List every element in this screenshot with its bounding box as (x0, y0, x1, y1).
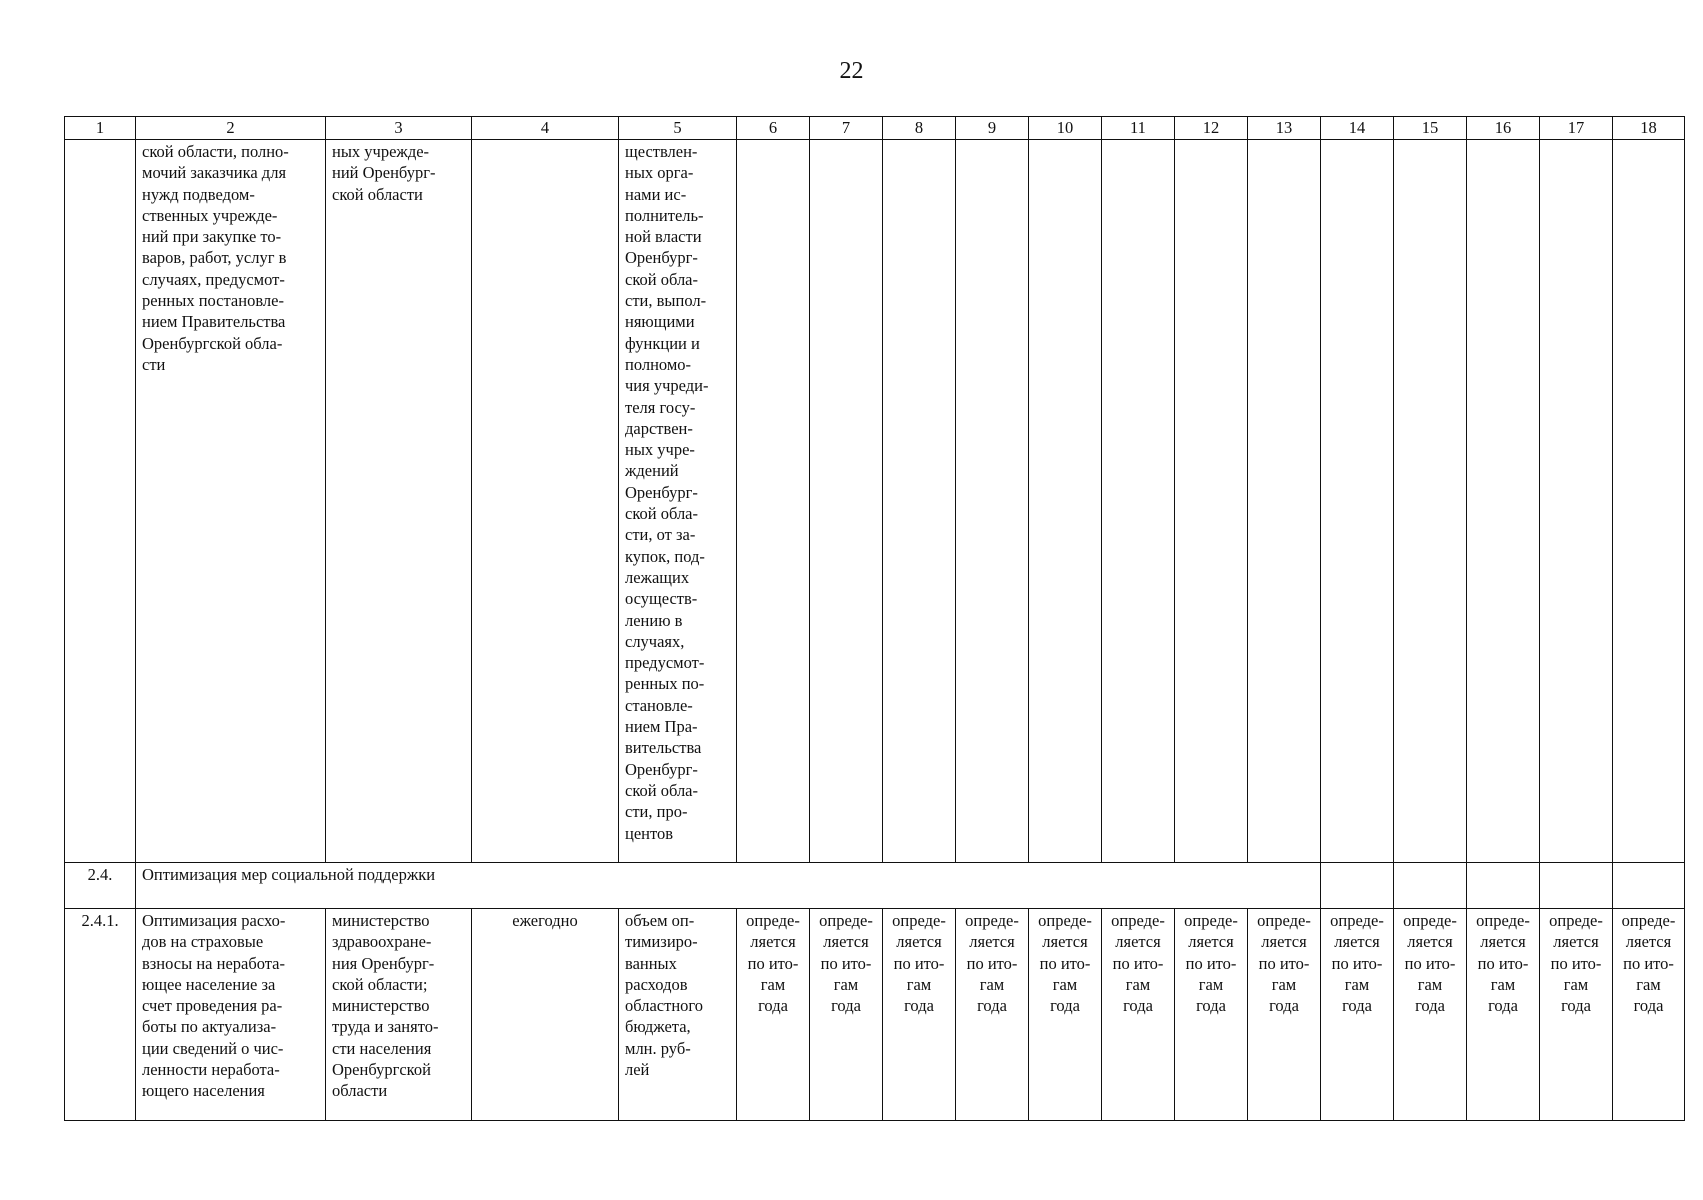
measures-table (64, 116, 1685, 1121)
row-number-cell: 2.4.1. (65, 909, 136, 1121)
value-cell: опреде- ляется по ито- гам года (1248, 909, 1321, 1121)
column-number-header: 3 (326, 117, 472, 140)
value-cell: опреде- ляется по ито- гам года (1102, 909, 1175, 1121)
value-cell: опреде- ляется по ито- гам года (1467, 909, 1540, 1121)
value-cell: опреде- ляется по ито- гам года (1394, 909, 1467, 1121)
page-number: 22 (839, 58, 864, 84)
section-title: Оптимизация мер социальной поддержки (136, 863, 1321, 909)
column-number-header: 10 (1029, 117, 1102, 140)
value-cell: опреде- ляется по ито- гам года (956, 909, 1029, 1121)
column-number-header: 8 (883, 117, 956, 140)
value-cell: опреде- ляется по ито- гам года (1321, 909, 1394, 1121)
value-cell: опреде- ляется по ито- гам года (1029, 909, 1102, 1121)
value-cell (1613, 140, 1685, 863)
value-cell (1467, 140, 1540, 863)
value-cell (1102, 140, 1175, 863)
responsible-cell: министерство здравоохране- ния Оренбург- ской области; министерство труда и занято- сти населения Оренбургской области (326, 909, 472, 1121)
value-cell: опреде- ляется по ито- гам года (737, 909, 810, 1121)
value-cell (1029, 140, 1102, 863)
value-cell (1540, 863, 1613, 909)
measure-cell: Оптимизация расхо- дов на страховые взносы на неработа- ющее население за счет проведения ра- боты по актуализа- ции сведений о чис- ленности неработа- ющего населения (136, 909, 326, 1121)
measure-cell: ской области, полно- мочий заказчика для нужд подведом- ственных учрежде- ний при закупке то- варов, работ, услуг в случаях, предусмот- ренных постановле- нием Правительства Оренбургской обла- сти (136, 140, 326, 863)
column-number-header: 18 (1613, 117, 1685, 140)
indicator-cell: ществлен- ных орга- нами ис- полнитель- ной власти Оренбург- ской обла- сти, выпол- няющими функции и полномо- чия учреди- теля госу- дарствен- ных учре- ждений Оренбург- ской обла- сти, от за- купок, под- лежащих осуществ- лению в случаях, предусмот- ренных по- становле- нием Пра- вительства Оренбург- ской обла- сти, про- центов (619, 140, 737, 863)
value-cell (1321, 140, 1394, 863)
value-cell: опреде- ляется по ито- гам года (1613, 909, 1685, 1121)
value-cell (737, 140, 810, 863)
value-cell (810, 140, 883, 863)
column-number-header: 15 (1394, 117, 1467, 140)
value-cell (883, 140, 956, 863)
column-number-header: 4 (472, 117, 619, 140)
column-number-header: 17 (1540, 117, 1613, 140)
column-number-header: 13 (1248, 117, 1321, 140)
column-number-header: 6 (737, 117, 810, 140)
section-row (65, 863, 1685, 909)
responsible-cell: ных учрежде- ний Оренбург- ской области (326, 140, 472, 863)
value-cell (1613, 863, 1685, 909)
period-cell: ежегодно (472, 909, 619, 1121)
value-cell (1321, 863, 1394, 909)
period-cell (472, 140, 619, 863)
value-cell (1467, 863, 1540, 909)
column-number-header: 9 (956, 117, 1029, 140)
column-number-header: 11 (1102, 117, 1175, 140)
value-cell (1394, 863, 1467, 909)
value-cell: опреде- ляется по ито- гам года (1175, 909, 1248, 1121)
column-number-header: 5 (619, 117, 737, 140)
value-cell: опреде- ляется по ито- гам года (883, 909, 956, 1121)
section-number: 2.4. (65, 863, 136, 909)
column-number-header-row (65, 117, 1685, 140)
value-cell (1394, 140, 1467, 863)
column-number-header: 7 (810, 117, 883, 140)
value-cell (956, 140, 1029, 863)
value-cell: опреде- ляется по ито- гам года (1540, 909, 1613, 1121)
value-cell (1248, 140, 1321, 863)
value-cell (1175, 140, 1248, 863)
table-row (65, 909, 1685, 1121)
value-cell: опреде- ляется по ито- гам года (810, 909, 883, 1121)
column-number-header: 2 (136, 117, 326, 140)
indicator-cell: объем оп- тимизиро- ванных расходов областного бюджета, млн. руб- лей (619, 909, 737, 1121)
column-number-header: 12 (1175, 117, 1248, 140)
continued-row (65, 140, 1685, 863)
row-number-cell (65, 140, 136, 863)
column-number-header: 14 (1321, 117, 1394, 140)
column-number-header: 16 (1467, 117, 1540, 140)
column-number-header: 1 (65, 117, 136, 140)
value-cell (1540, 140, 1613, 863)
